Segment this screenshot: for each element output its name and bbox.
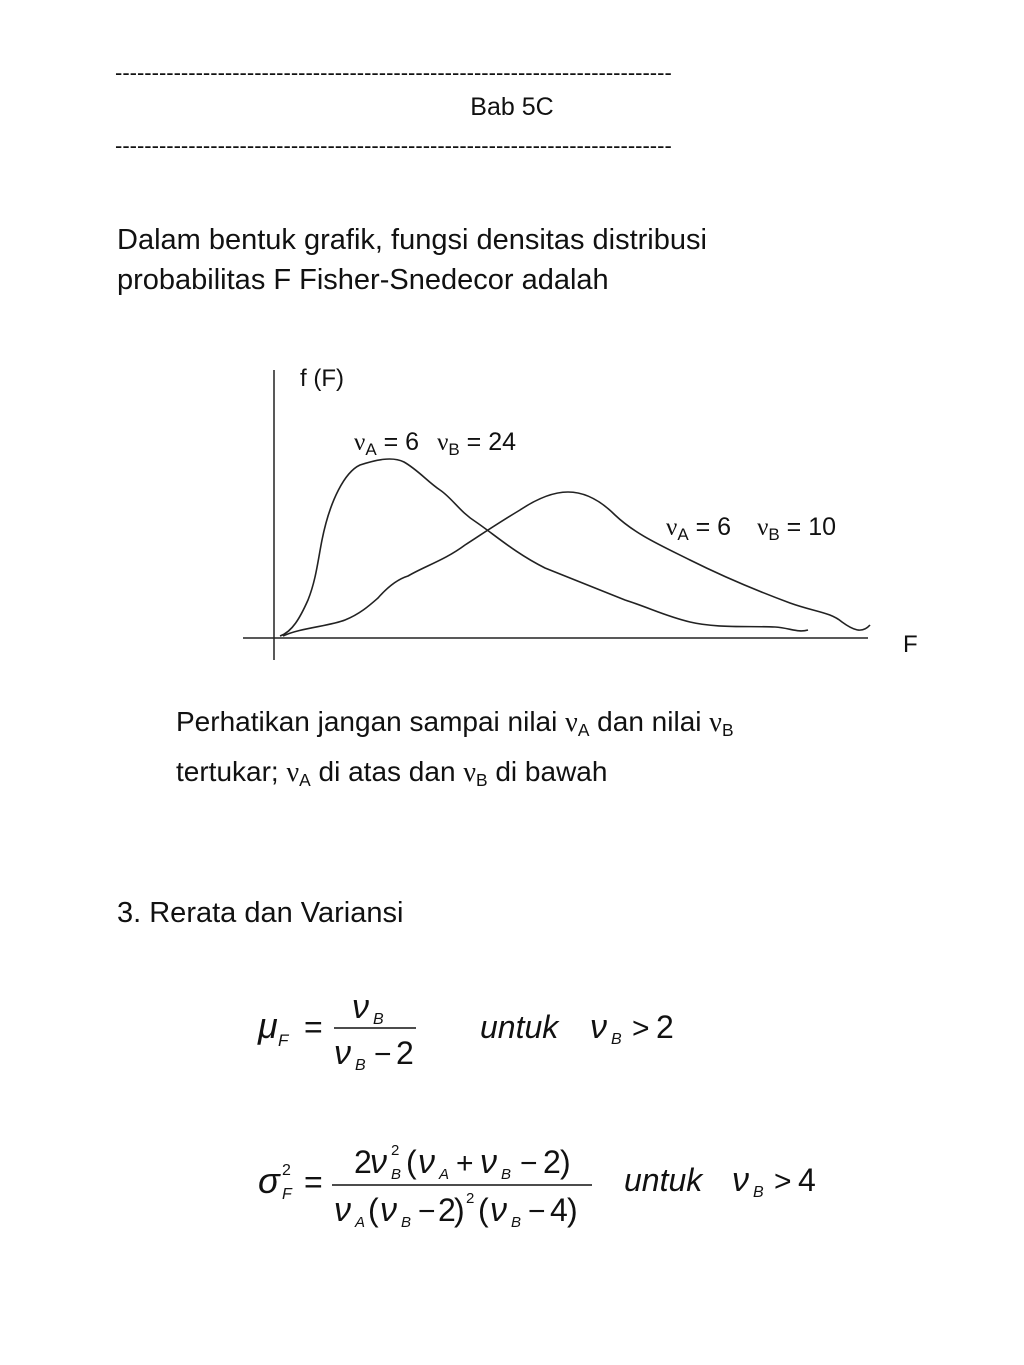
- intro-line-1: Dalam bentuk grafik, fungsi densitas distribusi: [117, 224, 707, 256]
- chapter-title: Bab 5C: [470, 93, 554, 121]
- number: 2: [438, 1192, 456, 1228]
- nu-symbol: ν: [418, 1143, 435, 1181]
- note-text: di atas dan: [310, 756, 464, 788]
- number: 2: [543, 1144, 561, 1180]
- note-paragraph: [176, 701, 734, 801]
- untuk-text: untuk: [624, 1162, 703, 1198]
- nu-symbol: ν: [666, 514, 678, 541]
- number: 2: [354, 1144, 372, 1180]
- eq-a: = 6: [376, 428, 420, 456]
- y-axis-label: f (F): [300, 365, 344, 392]
- sub-a: A: [355, 1214, 366, 1231]
- note-text: dan nilai: [589, 706, 710, 737]
- sub-b: B: [475, 770, 488, 791]
- sub-b: B: [511, 1214, 522, 1231]
- eq-b: = 24: [459, 428, 517, 456]
- equals-sign: =: [304, 1009, 323, 1045]
- minus-sign: −: [528, 1195, 546, 1228]
- plus-sign: +: [456, 1147, 474, 1180]
- greater-than: >: [632, 1012, 650, 1045]
- nu-symbol: ν: [286, 757, 300, 789]
- nu-symbol: ν: [334, 1034, 351, 1072]
- nu-symbol: ν: [354, 429, 366, 456]
- sigma-symbol: σ: [258, 1160, 280, 1201]
- nu-symbol: ν: [757, 514, 769, 541]
- nu-symbol: ν: [334, 1191, 351, 1229]
- sub-b: B: [401, 1214, 412, 1231]
- note-line-2: [176, 751, 734, 801]
- paren: ): [454, 1192, 465, 1228]
- eq-a: = 6: [688, 513, 732, 541]
- x-axis-label: F: [903, 631, 918, 658]
- curve-label-nuB24: [354, 428, 516, 459]
- paren: (: [478, 1192, 489, 1228]
- nu-symbol: ν: [709, 707, 722, 738]
- note-line-1: [176, 701, 734, 751]
- section-heading: 3. Rerata dan Variansi: [117, 897, 404, 929]
- f-distribution-graph: [0, 340, 1024, 680]
- mu-symbol: μ: [258, 1005, 278, 1046]
- superscript-2: 2: [282, 1162, 291, 1179]
- nu-symbol: ν: [590, 1008, 607, 1046]
- minus-sign: −: [520, 1147, 538, 1180]
- sub-a: A: [577, 720, 590, 741]
- nu-symbol: ν: [732, 1161, 749, 1199]
- sub-f: F: [282, 1186, 292, 1203]
- nu-symbol: ν: [565, 707, 578, 738]
- header-rule-bottom: ----------------------------------------------------------------------------: [115, 133, 672, 158]
- note-text: Perhatikan jangan sampai nilai: [176, 706, 566, 737]
- paren: ): [567, 1192, 578, 1228]
- number: 4: [550, 1192, 568, 1228]
- paren: ): [560, 1144, 571, 1180]
- eq-b: = 10: [779, 513, 837, 541]
- paren: (: [406, 1144, 417, 1180]
- note-text: di bawah: [487, 756, 608, 788]
- intro-line-2: probabilitas F Fisher-Snedecor adalah: [117, 264, 609, 296]
- mean-formula: [240, 980, 720, 1080]
- sub-b: B: [373, 1011, 384, 1028]
- sub-b: B: [768, 525, 780, 544]
- sub-b: B: [721, 720, 734, 741]
- sub-b: B: [611, 1031, 622, 1048]
- nu-symbol: ν: [463, 757, 476, 789]
- equals-sign: =: [304, 1164, 323, 1200]
- sub-f: F: [278, 1031, 289, 1050]
- sub-b: B: [391, 1166, 402, 1183]
- sub-a: A: [677, 525, 689, 544]
- note-text: tertukar;: [176, 756, 287, 788]
- header-rule-top: ----------------------------------------------------------------------------: [115, 60, 672, 85]
- untuk-text: untuk: [480, 1009, 559, 1045]
- sub-b: B: [448, 440, 460, 459]
- superscript-2: 2: [466, 1190, 475, 1207]
- nu-symbol: ν: [352, 988, 369, 1026]
- sub-b: B: [355, 1057, 366, 1074]
- number: 2: [396, 1035, 414, 1071]
- nu-symbol: ν: [370, 1143, 387, 1181]
- curve-nuA6-nuB24: [280, 459, 808, 636]
- condition-value: 2: [656, 1009, 674, 1045]
- sub-a: A: [299, 770, 311, 791]
- sub-b: B: [501, 1166, 512, 1183]
- intro-paragraph: [117, 220, 707, 300]
- nu-symbol: ν: [380, 1191, 397, 1229]
- variance-formula: [240, 1125, 860, 1235]
- condition-value: 4: [798, 1162, 816, 1198]
- curve-label-nuB10: [666, 513, 836, 544]
- minus-sign: −: [418, 1195, 436, 1228]
- sub-a: A: [365, 440, 377, 459]
- paren: (: [368, 1192, 379, 1228]
- superscript-2: 2: [391, 1142, 400, 1159]
- nu-symbol: ν: [480, 1143, 497, 1181]
- greater-than: >: [774, 1165, 792, 1198]
- minus-sign: −: [374, 1038, 392, 1071]
- sub-b: B: [753, 1184, 764, 1201]
- sub-a: A: [439, 1166, 450, 1183]
- nu-symbol: ν: [490, 1191, 507, 1229]
- nu-symbol: ν: [437, 429, 449, 456]
